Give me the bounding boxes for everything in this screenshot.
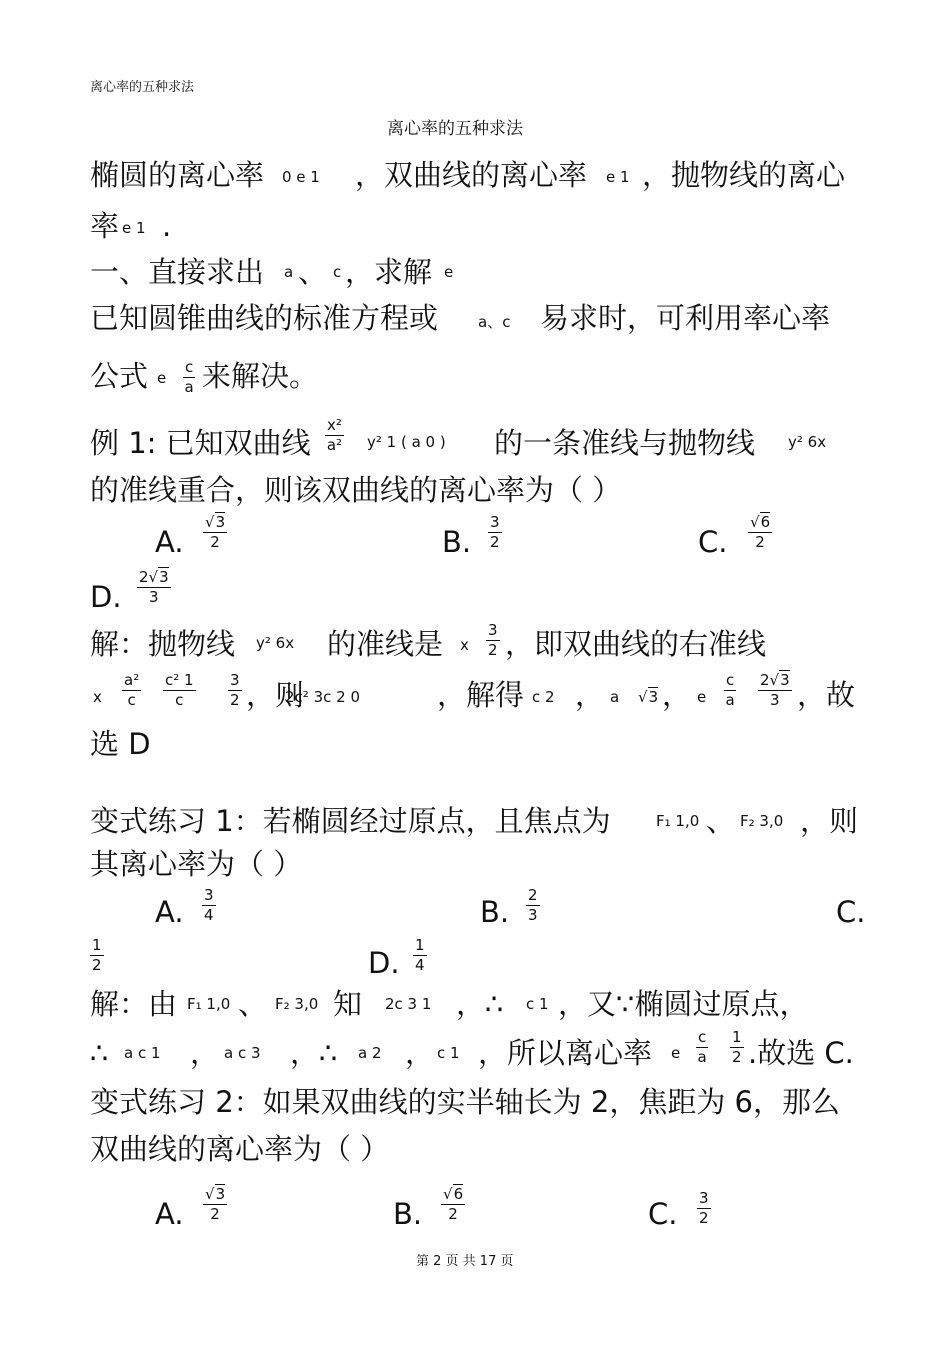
- math-expr: a、c: [478, 313, 511, 331]
- math-expr: a 2: [358, 1044, 382, 1062]
- option-b: B.: [393, 1197, 423, 1231]
- math-expr: 2c² 3c 2 0: [285, 688, 360, 706]
- practice-text: 双曲线的离心率为（ ）: [90, 1132, 390, 1166]
- solution-text: ，: [575, 678, 605, 712]
- option-c: C.: [698, 525, 728, 559]
- intro-text: 椭圆的离心率: [90, 158, 265, 192]
- option-c-value: √6 2: [750, 513, 771, 551]
- solution-text: ，则: [246, 678, 305, 712]
- math-expr: F₂ 3,0: [740, 812, 784, 830]
- math-expr: c: [333, 263, 342, 281]
- page-title: 离心率的五种求法: [387, 119, 523, 139]
- math-expr: 2c 3 1: [385, 995, 432, 1013]
- solution-text: ，: [405, 1036, 435, 1070]
- option-a: A.: [155, 1197, 184, 1231]
- solution-text: ，又∵椭圆过原点，: [558, 987, 809, 1021]
- fraction: 2√3 3: [760, 671, 790, 709]
- math-expr: e: [671, 1044, 681, 1062]
- solution-text: ，: [190, 1036, 220, 1070]
- fraction: c a: [184, 358, 194, 396]
- solution-text: 选 D: [90, 727, 151, 761]
- solution-text: ，故: [797, 678, 856, 712]
- practice-text: 、: [706, 804, 736, 838]
- math-expr: a: [610, 688, 620, 706]
- math-expr: a c 1: [124, 1044, 161, 1062]
- math-expr: e: [157, 369, 167, 387]
- intro-text: ，双曲线的离心率: [355, 158, 588, 192]
- solution-text: ，即双曲线的右准线: [505, 627, 767, 661]
- math-expr: c 2: [532, 688, 555, 706]
- math-expr: a: [284, 263, 294, 281]
- fraction: 3 2: [230, 671, 240, 709]
- math-expr: x: [93, 688, 102, 706]
- practice-text: 变式练习 1：若椭圆经过原点，且焦点为: [90, 804, 611, 838]
- fraction: a² c: [124, 671, 140, 709]
- solution-text: ，∴: [290, 1036, 338, 1070]
- math-expr: c 1: [437, 1044, 460, 1062]
- math-expr: y² 6x: [256, 634, 295, 652]
- option-a: A.: [155, 525, 184, 559]
- option-b-value: √6 2: [443, 1185, 464, 1223]
- option-d: D.: [368, 946, 400, 980]
- fraction: 1 2: [732, 1028, 742, 1066]
- math-expr: a c 3: [224, 1044, 261, 1062]
- example-label: 例 1: 已知双曲线: [90, 426, 311, 460]
- intro-text: 率: [90, 209, 120, 243]
- math-expr: F₁ 1,0: [656, 812, 700, 830]
- section-heading: ，求解: [345, 255, 433, 289]
- option-d-value: 2√3 3: [139, 568, 169, 606]
- solution-text: ，所以离心率: [478, 1036, 653, 1070]
- fraction: 3 2: [488, 621, 498, 659]
- option-c-value: 3 2: [699, 1189, 709, 1227]
- option-b-value: 2 3: [528, 886, 538, 924]
- math-expr: F₂ 3,0: [275, 995, 319, 1013]
- practice-text: 变式练习 2：如果双曲线的实半轴长为 2，焦距为 6，那么: [90, 1085, 841, 1119]
- math-expr: c 1: [526, 995, 549, 1013]
- solution-text: 解：抛物线: [90, 627, 236, 661]
- solution-text: ，∴: [456, 987, 504, 1021]
- math-expr: √3: [638, 688, 659, 706]
- math-expr: e: [444, 263, 454, 281]
- practice-text: 其离心率为（ ）: [90, 847, 303, 881]
- math-expr: x: [460, 636, 469, 654]
- example-text: 的准线重合，则该双曲线的离心率为（ ）: [90, 473, 622, 507]
- page-footer: 第 2 页 共 17 页: [416, 1254, 514, 1269]
- math-expr: y² 6x: [788, 433, 827, 451]
- option-c-value: 1 2: [92, 936, 102, 974]
- math-expr: e: [697, 688, 707, 706]
- math-expr: 0 e 1: [282, 168, 320, 186]
- option-a-value: 3 4: [204, 886, 214, 924]
- paragraph-text: 已知圆锥曲线的标准方程或: [90, 301, 439, 335]
- option-a: A.: [155, 895, 184, 929]
- solution-text: 、: [238, 987, 268, 1021]
- option-a-value: √3 2: [205, 513, 226, 551]
- option-b: B.: [442, 525, 472, 559]
- solution-text: ∴: [90, 1036, 109, 1070]
- option-d-value: 1 4: [415, 936, 425, 974]
- option-a-value: √3 2: [205, 1185, 226, 1223]
- practice-text: ，则: [800, 804, 859, 838]
- section-heading: 、: [298, 255, 328, 289]
- option-b-value: 3 2: [490, 513, 500, 551]
- option-c: C.: [648, 1197, 678, 1231]
- running-header: 离心率的五种求法: [90, 80, 195, 95]
- math-expr: e 1: [122, 219, 146, 237]
- fraction: c² 1 c: [165, 671, 194, 709]
- intro-text: ，抛物线的离心: [642, 158, 846, 192]
- math-expr: F₁ 1,0: [187, 995, 231, 1013]
- paragraph-text: 来解决。: [202, 359, 319, 393]
- option-b: B.: [480, 895, 510, 929]
- solution-text: 解：由: [90, 987, 178, 1021]
- solution-text: ，解得: [437, 678, 525, 712]
- solution-text: 知: [333, 987, 363, 1021]
- option-c: C.: [836, 895, 866, 929]
- example-text: 的一条准线与抛物线: [494, 426, 756, 460]
- solution-text: .故选 C.: [748, 1036, 854, 1070]
- math-expr: e 1: [606, 168, 630, 186]
- fraction: x² a²: [326, 416, 343, 454]
- paragraph-text: 公式: [90, 359, 149, 393]
- math-expr: y² 1 ( a 0 ): [367, 433, 446, 451]
- solution-text: ，: [662, 678, 692, 712]
- fraction: c a: [725, 671, 735, 709]
- option-d: D.: [90, 580, 122, 614]
- intro-text: .: [162, 209, 172, 243]
- paragraph-text: 易求时，可利用率心率: [540, 301, 831, 335]
- section-heading: 一、直接求出: [90, 255, 265, 289]
- solution-text: 的准线是: [327, 627, 444, 661]
- fraction: c a: [697, 1028, 707, 1066]
